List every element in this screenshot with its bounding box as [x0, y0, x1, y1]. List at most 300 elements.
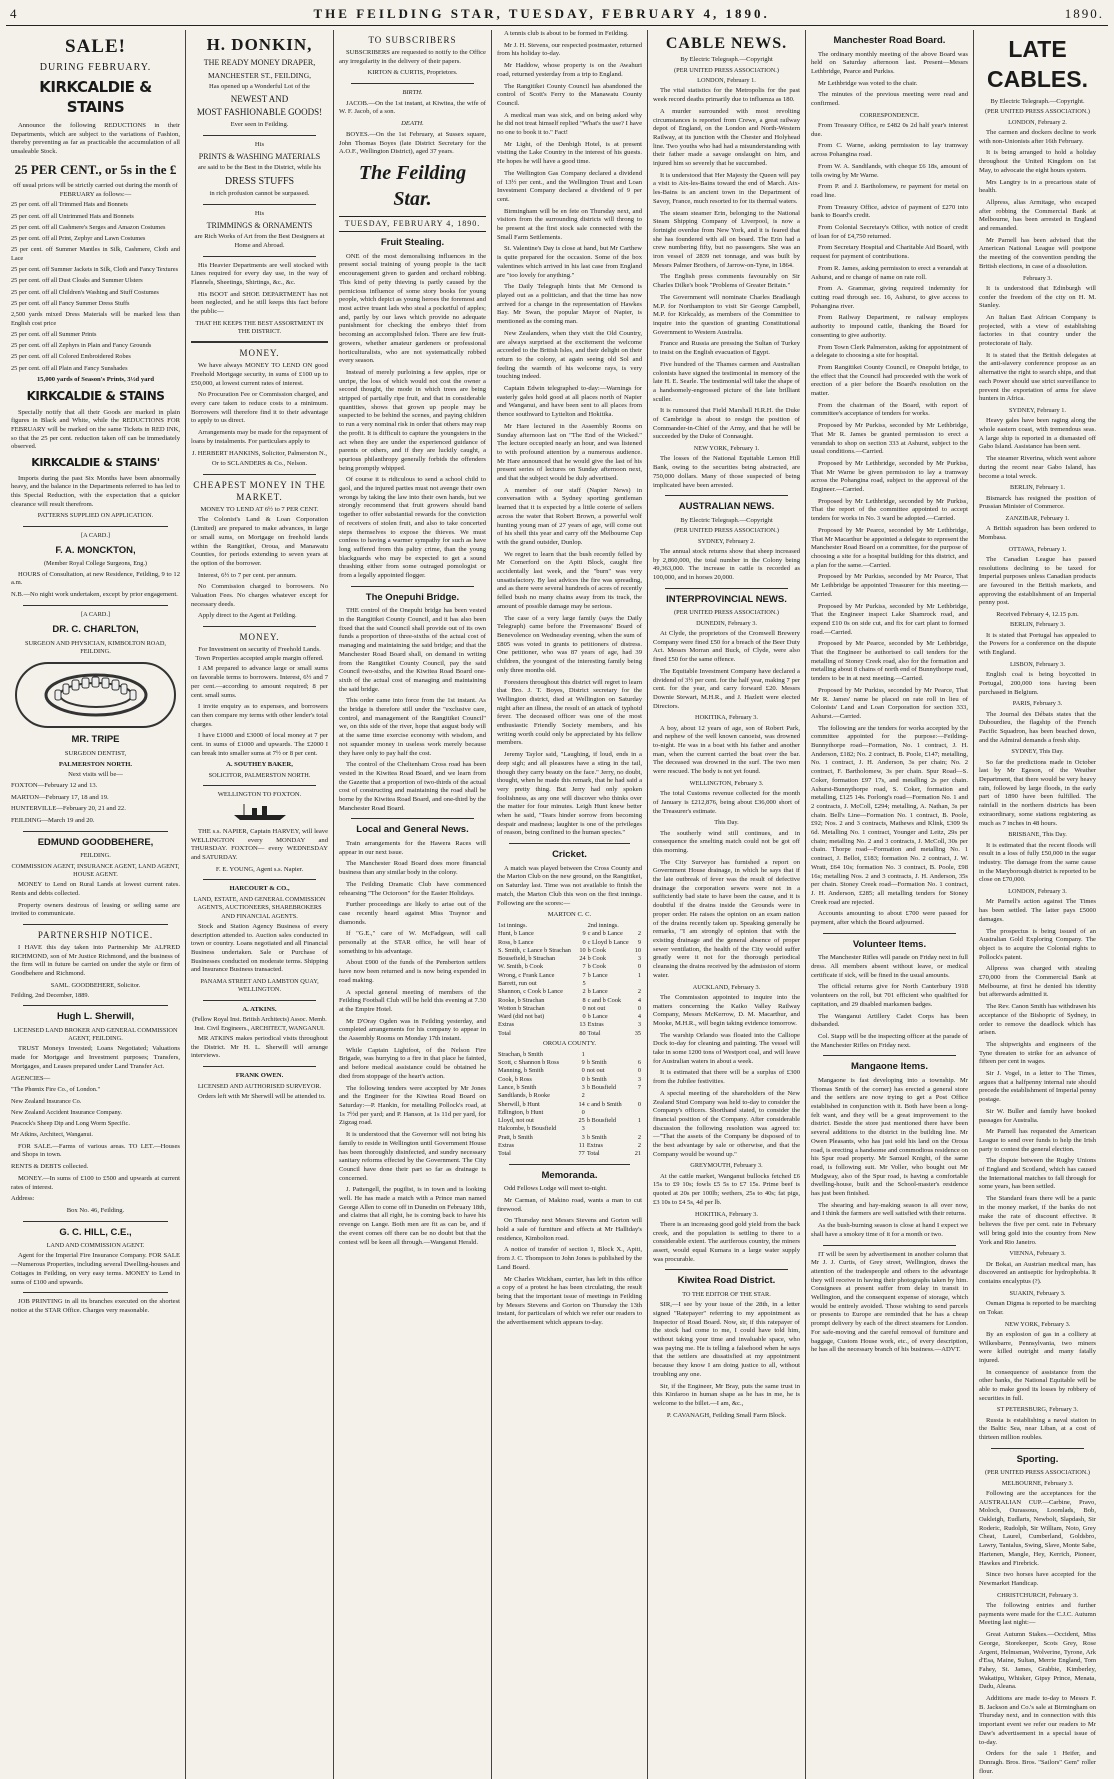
score-cell: 2: [581, 1092, 585, 1100]
agency-item: Mr Atkins, Architect, Wanganui.: [11, 1131, 93, 1139]
memoranda-5: Mr Charles Wickham, currier, has left in this office a copy of a protest he has been circulating, the result being that the important issue of meetings in Feilding by Messrs Stevens and Gorton on Thursday the 13th instant, for particulars of which we refer our readers to the advertisement which appears to-day.: [497, 1275, 642, 1327]
fruit-stealing-p1: ONE of the most demoralising influences in the present social training of young people is the tacit encouragement given to garden and orchard robbing. This kind of petty thieving is partly caused by the pernicious influence of some story books for young people, which depict as young heroes the foremost and most active truant lads who steal a pocketful of apples; and, partly by our laws which provide no adequate punishment for checking the embryo thief from becoming an accomplished felon. There are few fruit-growers, whether amateur gardeners or professional horticulturalists, who are not systematically robbed every season.: [339, 252, 486, 365]
special-notice: Specially notify that all their Goods are marked in plain figures in Black and White, while the REDUCTIONS FOR FEBRUARY will be marked on the same Tickets in RED INK, so that the 25 per cent. reduction taken off can be immediately observed.: [11, 408, 180, 451]
cable-dateline: LONDON, February 2.: [1008, 118, 1067, 126]
cable-item: The Canadian League has passed resolutions declining to be taxed for Imperial purposes unless Canadian products are favoured in the British markets, and approving the establishment of an Imperial penny post.: [979, 555, 1096, 607]
goodbehere-property: Property owners desirous of leasing or selling same are invited to communicate.: [11, 901, 180, 918]
agency-item: New Zealand Accident Insurance Company.: [11, 1108, 122, 1116]
cable-item-8: Five hundred of the Thames carmen and Australian colonists have signed the testimonial in memory of the late H. E. Searle. The testimonial will take the shape of a handsomely-engrossed picture of the late brilliant sculler.: [653, 360, 800, 403]
cable-item: It is understood that Edinburgh will confer the freedom of the city on H. M. Stanley.: [979, 284, 1096, 310]
score-total-row: [497, 1150, 642, 1158]
owen-body: Orders left with Mr Sherwill will be attended to.: [198, 1093, 326, 1101]
mangaone-3: As the bush-burning season is close at hand I expect we shall have a smokey time of it for a month or two.: [811, 1222, 968, 1238]
score-row: [497, 1109, 642, 1117]
score-cell: b Cook: [587, 955, 606, 963]
news-item-15: We regret to learn that the bush recently felled by Mr Comerford on the Apiti Block, caught fire accidentally last week, and the "burn" was very unsatisfactory. By last advices the fire was spreading, and as there were several hundreds of acres of recently felled bush no many chains away from its track, the amount of possible damage may be serious.: [497, 550, 642, 610]
sale-headline: SALE!: [65, 36, 126, 57]
cable-dateline: SYDNEY, February 1.: [1009, 407, 1066, 414]
sherwill-name: Hugh L. Sherwill,: [56, 1011, 135, 1023]
sale-item: 25 per cent. off all Children's Washing and Stuff Costumes: [11, 288, 159, 296]
volunteer-heading: Volunteer Items.: [852, 938, 927, 950]
dentist-name: MR. TRIPE: [71, 734, 120, 746]
australian-dateline: SYDNEY, February 2.: [698, 537, 755, 545]
dentist-visit: FEILDING—March 19 and 20.: [11, 817, 95, 825]
dental-plate-illustration: [15, 662, 176, 728]
money-heading: MONEY.: [239, 348, 280, 359]
cricket-scorecard-2: [497, 1051, 642, 1159]
score-cell: 0: [582, 938, 586, 946]
card-name-1: F. A. MONCKTON,: [55, 544, 136, 556]
column-3: [334, 30, 492, 1779]
score-cell: Total: [587, 1029, 601, 1037]
owen-name: FRANK OWEN.: [235, 1072, 284, 1080]
score-cell: Barrett, run out: [498, 980, 537, 987]
score-cell: 77: [578, 1150, 585, 1158]
donkin-his-1: His: [254, 141, 265, 149]
cable-dateline: SUAKIN, February 3.: [1009, 1289, 1066, 1297]
sale-item: 25 per cent. off all Colored Embroidered Robes: [11, 353, 131, 361]
news-item-18: Jeremy Taylor said, "Laughing, if loud, ends in a deep sigh; and all pleasures have a sting in the tail, though they carry beauty on the face." Jerry, no doubt, thought, when he made this remark, that he had said a very pretty thing. But Jerry had only spoken foolishness, as any one will discover who thinks over the matter for four minutes. Leigh Hunt knew better when he said, "Tears hinder sorrow from becoming despair and madness; laughter is one of the privileges of reason, being confined to the human species.": [497, 751, 642, 837]
cable-item: Russia is establishing a naval station in the Baltic Sea, near Liban, at a cost of thirteen million roubles.: [979, 1416, 1096, 1442]
sale-item: 25 per cent. off all Print, Zephyr and Lawn Costumes: [11, 235, 146, 243]
board-report-paragraph: From Railway Department, re railway employes authority to impound cattle, thanking the Board for consenting to give authority.: [811, 314, 968, 339]
firm-name-3: KIRKCALDIE & STAINS': [31, 456, 160, 470]
cable-item: The carmen and dockers decline to work with non-Unionists after 16th February.: [979, 129, 1096, 145]
cable-item: It is being arranged to hold a holiday throughout the United Kingdom on 1st May, to advocate the eight hours system.: [979, 149, 1096, 174]
score-cell: Pratt, b Smith: [498, 1133, 533, 1141]
score-cell: b Smith: [586, 1133, 607, 1141]
card-body-1: HOURS of Consultation, at new Residence, Feilding, 9 to 12 a.m.: [11, 570, 180, 587]
sclanders-name: Or to SCLANDERS & Co., Nelson.: [211, 460, 308, 468]
score-cell: Wotton b Strachan: [498, 1004, 545, 1012]
score-cell: Total: [498, 1150, 511, 1158]
money-enquiry: I invite enquiry as to expenses, and borrowers can then compare my terms with other lender's total charges.: [191, 703, 328, 728]
score-row: [497, 1067, 642, 1075]
paper-title: The Feilding Star.: [358, 161, 467, 211]
score-cell: Manning, b Smith: [498, 1067, 544, 1075]
score-cell: 13: [579, 1021, 586, 1029]
interprovincial-heading: INTERPROVINCIAL NEWS.: [666, 593, 787, 605]
board-report-paragraph: The following are the tenders for works accepted by the committee appointed for the purpose:—Feilding-Bunnythorpe road—Formation, No. 1 contract, J. H. Anderson, £182; No. 2 contract, B. Poole, £147; metalling, No. 1 contract, J. H. Anderson, 3s per chain; No. 2 contract, F. Bartholomew, 3s per chain. Spur Road—S. Coker, formation £97 17s, and metalling 2s per chain. Ashurst-Bunnythorpe road, S. Coker, formation and metalling, £125 14s. Forlong's road—Formation No. 1 and 2 contracts, J. McColl, £294; metalling, A. Nathan, 3s per chain. Bell's Line—Formation No. 1 contract, B. Poole, £92; Nos. 2 and 3 contracts, Mathews and Klink, £309 9s 6d. Metalling No. 1 contract, Younger and Leitz, 29s per chain; metalling No. 2 and 3 contracts, J. McColl, 30s per chain. Thorpe road—Formation and metalling No. 1 contract, J. Bellot, £183; formation No. 2 contract, J. W. Wratt, £64 10s; formation No. 3 contract, B. Poole, £98 16s; metalling Nos. 2 and 3 contracts, J. H. Anderson, 35s per chain. Stoney Creek road—Formation No. 1 contract, J. H. Anderson, £285; all metalling tenders for Stoney Creek road are rejected.: [811, 724, 968, 906]
donkin-name: H. DONKIN,: [206, 35, 313, 54]
australian-item-1: The annual stock returns show that sheep increased by 2,860,000, the total number in the Colony being 49,363,000. The increase in cattle is recorded as 100,000, and in horses 20,000.: [653, 548, 800, 582]
paper-date: TUESDAY, FEBRUARY 4, 1890.: [339, 216, 486, 233]
sherwill-sub: LICENSED LAND BROKER AND GENERAL COMMISSION AGENT, FEILDING.: [13, 1026, 178, 1043]
onepuhi-p3: The control of the Cheltenham Cross road has been vested in the Kiwitea Road Board, and we learn from the Gazette that a proportion of two-thirds of the actual cost of constructing and maintaining the road shall be borne by the Kiwitea Road Board, and one-third by the Manchester Road Board.: [339, 761, 486, 812]
score-cell: 3: [637, 1021, 641, 1029]
donkin-goods: MOST FASHIONABLE GOODS!: [196, 107, 323, 118]
money-commission: No Procuration Fee or Commission charged, and every care taken to reduce costs to a minimum. Borrowers will therefore find it to their advantage to apply to us direct.: [191, 391, 328, 425]
late-cables-byline: By Electric Telegraph.—Copyright.: [990, 97, 1085, 105]
score-cell: [586, 1109, 632, 1117]
score-cell: 0: [581, 1075, 585, 1083]
cable-news-heading: CABLE NEWS.: [665, 35, 788, 52]
page-number: 4: [10, 6, 19, 21]
cable-item-4: The steam steamer Erin, belonging to the National Steam Shipping Company of Liverpool, is now a fortnight overdue from New York, and it is feared that she has foundered with all on board. The Erin had a crew numbering fifty, but no passengers. She was an iron vessel of 2839 net tonnage, and was built by Messrs Palmer Brothers, of Jarrow-on-Tyne, in 1864.: [653, 209, 800, 269]
sherwill-agency-list: [11, 1086, 180, 1139]
score-cell: Extras: [586, 1142, 603, 1150]
sporting-association: (PER UNITED PRESS ASSOCIATION.): [985, 1469, 1090, 1477]
memoranda-4: A notice of transfer of section 1, Block X., Apiti, from J. C. Thompson to John Jones is published by the Land Board.: [497, 1246, 642, 1271]
kiwitea-signature: P. CAVANAGH, Feilding Small Farm Block.: [666, 1411, 787, 1419]
cable-dateline-2: NEW YORK, February 1.: [693, 445, 760, 453]
cable-item: The Journal des Débats states that the Dubourdieu, the flagship of the French Pacific Squadron, has been beached down, and the Admiral demands a fresh ship.: [979, 710, 1096, 744]
cable-dateline: February 3.: [1022, 274, 1053, 282]
patterns-note: PATTERNS SUPPLIED ON APPLICATION.: [37, 512, 154, 520]
sporting-dateline-2: CHRISTCHURCH, February 3.: [997, 1591, 1078, 1599]
score-cell: b Bousfield: [586, 1117, 617, 1125]
kiwitea-heading: Kiwitea Road District.: [677, 1275, 776, 1287]
death-notice: BOYES.—On the 1st February, at Sussex square, John Thomas Boyes (late District Secretary for the A.O.F., Wellington District), aged 37 years.: [339, 130, 486, 156]
hankins-name: J. HERBERT HANKINS, Solicitor, Palmerston N.,: [191, 449, 328, 457]
cable-dateline: BRISBANE, This Day.: [1008, 831, 1067, 839]
interprovincial-item-12: There is an increasing good gold yield from the back creek, and the population is settling to there to a considerable extent. The auriferous country, the miners assert, would equal Kumara in a large water supply was procurable.: [653, 1220, 800, 1263]
score-cell: Bousefield, b Strachan: [498, 955, 556, 963]
cable-dateline: NEW YORK, February 3.: [1004, 1320, 1071, 1328]
cable-dateline: LONDON, February 3.: [1008, 888, 1067, 896]
score-row: [497, 1051, 642, 1059]
donkin-profusion: in rich profusion cannot be surpassed.: [209, 190, 310, 198]
score-cell: not out: [586, 1067, 605, 1075]
news-item-5: A medical man was sick, and on being asked why he did not treat himself replied "What's the use? I have no one to book it to." Fact!: [497, 111, 642, 137]
birth-notice: JACOB.—On the 1st instant, at Kiwitea, the wife of W. F. Jacob, of a son.: [339, 99, 486, 116]
score-cell: 4: [637, 1013, 641, 1021]
news-item-1: A tennis club is about to be formed in Feilding.: [504, 30, 629, 37]
cable-item: A British squadron has been ordered to Mombasa.: [979, 525, 1096, 541]
board-report-paragraph: The minutes of the previous meeting were read and confirmed.: [811, 91, 968, 108]
local-news-11: It is understood that the Governor will not bring his family to reside in Wellington until Government House has been thoroughly disinfected, and sundry necessary sanitary reforms effected by the Government. The City Council have done their part so far as drainage is concerned.: [339, 1131, 486, 1182]
score-cell: Lloyd, not out: [498, 1117, 534, 1125]
donkin-heavier: His Heavier Departments are well stocked with Lines required for every day use, in the way of Flannels, Sheetings, Shirtings, &c., &c.: [191, 261, 328, 286]
score-cell: 2nd innings.: [587, 921, 619, 929]
cable-item: Sir J. Vogel, in a letter to The Times, argues that a halfpenny internal rate should precede the establishment of Imperial penny postage.: [979, 1070, 1096, 1104]
money-local: I have £1000 and £3000 of local money at 7 per cent. in sums of £1000 and upwards. The £2000 I can break into smaller sums at 7½ or 8 per cent.: [191, 732, 328, 757]
onepuhi-p2: This order came into force from the 1st instant. As the bridge is therefore still under the "exclusive care, control, and management of the Rangitikei Council" we, on this side of the river, hope that august body will at the same time exercise economy with wisdom, and not squander money in useless work merely because they have only to pay half the cost.: [339, 697, 486, 757]
score-cell: Lance, b Smith: [498, 1083, 537, 1091]
score-cell: 0: [637, 963, 641, 971]
cable-dateline: Received February 4, 12.15 p.m.: [996, 611, 1079, 619]
news-item-8: Birmingham will be en fete on Thursday next, and visitors from the surrounding districts will throng to be present at the first stock sale connected with the Small Farm Settlements.: [497, 207, 642, 241]
score-cell: 2: [582, 988, 586, 996]
cable-item: English coal is being boycotted in Portugal, 200,000 tons having been purchased in Belgium.: [979, 671, 1096, 696]
cable-dateline: PARIS, February 3.: [1012, 700, 1063, 708]
cable-item-10: The losses of the National Equitable Lemon Hill Bank, owing to the securities being abstracted, are 750,000 dollars. Many of those suspected of being implicated have been arrested.: [653, 455, 800, 489]
masthead-year: 1890.: [1064, 6, 1104, 21]
cable-dateline: ZANZIBAR, February 1.: [1005, 514, 1070, 522]
goodbehere-roles: COMMISSION AGENT, INSURANCE AGENT, LAND AGENT, HOUSE AGENT.: [11, 862, 180, 878]
baker-name: A. SOUTHEY BAKER,: [226, 761, 293, 769]
score-row: [497, 955, 642, 963]
cheapest-money-heading: CHEAPEST MONEY IN THE MARKET.: [193, 479, 326, 502]
score-cell: Total: [586, 1150, 600, 1158]
money-heading-2: MONEY.: [239, 632, 280, 643]
score-cell: b Lance: [587, 1013, 608, 1021]
cable-item: It is stated that the British delegates at the anti-slavery conference propose as an alternative the right to search ships, and that each Power should use strict surveillance to prevent the exportation of arms for slave hunters in Africa.: [979, 351, 1096, 403]
cricket-team-2: OROUA COUNTY.: [543, 1040, 596, 1048]
money-body: We have always MONEY TO LEND ON good Freehold Mortgage security, in sums of £100 up to £50,000, at lowest current rates of interest.: [191, 362, 328, 387]
cable-item-2: A murder surrounded with most revolting circumstances is reported from Crewe, a great railway depot of England, on the London and North-Western Railway, at its junction with the Chester and Holyhead line. Two youths who had had a misunderstanding with their father made a savage onslaught on him, and injured him so severely that he succumbed.: [653, 107, 800, 168]
score-cell: [632, 1092, 642, 1100]
score-cell: 9: [581, 1059, 585, 1067]
cable-item: Mr Parnell has been advised that the American National League will postpone the meeting of the convention pending the British elections, in case of a dissolution.: [979, 236, 1096, 270]
score-cell: Wrong, c Frank Lance: [498, 971, 555, 979]
column-1: [6, 30, 186, 1779]
score-cell: Cook, b Ross: [498, 1075, 532, 1083]
cable-item: Osman Digma is reported to be marching on Tokar.: [979, 1300, 1096, 1316]
mangaone-1: Mangaone is fast developing into a township. Mr Thomas Smith of the corner) has erected a general store and the settlers are now trying to get a Post Office established in conjunction with it. Both have been a long-felt want, and they will be a great improvement to the district. Beside the store just mentioned there have been several additions to the district in the building line. Mr Owen Pleasants, who has just sold his land on the Oroua road, is erecting a handsome and commodious residence on his Spur road property. Mr Samuel Knight, of the same road, is following suit. Mr Voller, who bought out Mr Mudgway, also of the Spur road, is having a comfortable dwelling-house, built and the School-master's residence has just been finished.: [811, 1076, 968, 1198]
cable-news-byline: By Electric Telegraph.—Copyright: [680, 56, 773, 64]
board-report-paragraph: Accounts amounting to about £700 were passed for payment, after which the Board adjourned.: [811, 910, 968, 927]
score-cell: 3: [637, 1075, 641, 1083]
sale-item: 25 per cent. off all Fancy Summer Dress Stuffs: [11, 299, 130, 307]
mangaone-2: The shearing and hay-making season is all over now, and I think the farmers are well satisfied with their returns.: [811, 1201, 968, 1218]
firm-name: KIRKCALDIE & STAINS: [39, 78, 152, 117]
score-cell: 0: [637, 1004, 641, 1012]
atkins-sub: (Fellow Royal Inst. British Architects) Assoc. Memb. Inst. Civil Engineers., ARCHITECT, WANGANUI.: [192, 1016, 327, 1032]
memoranda-2: Mr Carman, of Makino road, wants a man to cut firewood.: [497, 1196, 642, 1213]
late-cables-association: (PER UNITED PRESS ASSOCIATION.): [985, 108, 1090, 116]
score-cell: [586, 1092, 632, 1100]
score-cell: 6: [637, 1059, 641, 1067]
sale-intro: Announce the following REDUCTIONS in their Departments, which are subject to the variations of Fashion, thereby preventing as far as practicable the accumulation of all unsaleable Stock.: [11, 121, 180, 155]
donkin-prints: PRINTS & WASHING MATERIALS: [198, 151, 321, 161]
hill-name: G. C. HILL, C.E.,: [59, 1226, 132, 1238]
donkin-best: are said to be the Best in the District, while his: [197, 164, 322, 172]
sporting-dateline-1: MELBOURNE, February 3.: [1001, 1479, 1074, 1487]
interprovincial-item-11: At the cattle market, Wanganui bullocks fetched £6 15s to £9 10s; fowls £5 5s to £7 15s. Prime beef is quoted at 20s per 100lb; wethers, 25s to 40s; fat pigs, £3 10s to £4 5s, 4d per lb.: [653, 1172, 800, 1206]
prints-offer: 15,000 yards of Season's Prints, 3½d yard: [36, 375, 155, 383]
volunteer-1: The Manchester Rifles will parade on Friday next in full dress. All members absent without leave, or medical certificate if sick, will be fined in the usual amounts.: [811, 954, 968, 979]
cable-item: Mr Parnell's action against The Times has been settled. The latter pays £5000 damages.: [979, 898, 1096, 923]
kiwitea-letter-2: Sir, if the Engineer, Mr Bray, puts the same trust in this Kinfaroo in human shape as he has in me, he is welcome to the billet.—I am, &c.,: [653, 1382, 800, 1407]
news-item-2: Mr J. H. Stevens, our respected postmaster, returned from his holiday to-day.: [497, 41, 642, 58]
board-report-paragraph: From C. Warne, asking permission to lay tramway across Pohangina road.: [811, 142, 968, 159]
interprovincial-item-9: It is estimated that there will be a surplus of £300 from the Jubilee festivities.: [653, 1069, 800, 1086]
partnership-signature: SAML. GOODBEHERE, Solicitor.: [50, 981, 141, 989]
partnership-title: PARTNERSHIP NOTICE.: [37, 930, 154, 940]
news-item-14: A member of our staff (Napier News) in conversation with a Sydney sporting gentleman learned that it is expected by a little coterie of sellers across the water that Robert Brown, a powerful wolf hunting young man of 27 years of age, will come out of his shell this year and carry off the Melbourne Cup with the grand outsider, Dunlop.: [497, 486, 642, 546]
score-cell: 1: [637, 1117, 641, 1125]
harcourt-name: HARCOURT & CO.,: [229, 885, 290, 893]
score-cell: 1: [637, 971, 641, 979]
score-cell: 0: [582, 1004, 586, 1012]
score-cell: 0: [581, 1067, 585, 1075]
sale-item: 25 per cent. off Summer Mantles in Silk, Cashmere, Cloth and Lace: [11, 246, 180, 262]
local-news-1: Train arrangements for the Hawera Races will appear in our next issue.: [339, 840, 486, 856]
score-cell: c Lloyd b Lance: [587, 938, 629, 946]
cable-dateline: BERLIN, February 1.: [1010, 484, 1065, 492]
cable-dateline: VIENNA, February 3.: [1009, 1250, 1066, 1258]
card-sub-2: SURGEON AND PHYSICIAN, KIMBOLTON ROAD, FEILDING.: [25, 639, 166, 656]
firm-name-2: KIRKCALDIE & STAINS: [26, 388, 165, 403]
score-row: [497, 972, 642, 980]
cheapest-money-sub: MONEY TO LEND AT 6½ to 7 PER CENT.: [200, 505, 319, 513]
sporting-4: Great Autumn Stakes.—Occident, Miss George, Storekeeper, Scots Grey, Rose Argent, Helmsman, Wolverine, Tyrone, Ark d'Esa, Maine, Sultan, Merrie England, Tom Fahey, St. James, Grabbie, Kimberley, Wakatipu, Whisker, Gipsy Prince, Menata, Dadu, Aleana.: [979, 1631, 1096, 1691]
score-row: [497, 1013, 642, 1021]
sherwill-money: MONEY.—In sums of £100 to £500 and upwards at current rates of interest.: [11, 1174, 180, 1191]
harcourt-body: Stock and Station Agency Business of every description attended to. Auction sales conducted in town or country. Loans negotiated and all Financial Business undertaken. Sale or Purchase of Businesses conducted on moderate terms. Shipping and Insurance Business transacted.: [191, 922, 328, 974]
cable-dateline-1: LONDON, February 1.: [697, 77, 756, 85]
card-name-2: DR. C. CHARLTON,: [52, 624, 139, 636]
score-cell: 7: [582, 963, 586, 971]
score-cell: 25: [578, 1117, 585, 1125]
score-cell: 2: [637, 1142, 641, 1150]
score-cell: Ross, b Lance: [498, 938, 534, 946]
score-cell: 10: [579, 946, 586, 954]
cable-item: The prospectus is being issued of an Australian Gold Exploring Company. The object is to acquire the Colonial rights to Pollock's patent.: [979, 927, 1096, 961]
local-news-heading: Local and General News.: [356, 824, 469, 836]
interprovincial-item-6: The City Surveyor has furnished a report on Government House drainage, in which he says that if the late outbreak of fever was the result of defective drainage the corporation sewers were not in a sufficiently bad state to have been the cause, and it is doubtful if the drains inside the Grounds were in proper order. He raises the opinion on an exam nation of the drains recently taken up. Speaking generally he remarks, "I am strongly of opinion that with the existing drainage and the general absence of proper sewer ventilation, the health of the City would suffer greatly were it not for the thorough periodical cleansing the drains received by the admission of storm water.: [653, 858, 800, 979]
score-row: [497, 1005, 642, 1013]
board-report-paragraph: Proposed by Mr Lethbridge, seconded by Mr Purkiss, That the report of the committee appointed to accept tenders for works in No. 3 ward be adopted.—Carried.: [811, 497, 968, 523]
news-item-17: Foresters throughout this district will regret to learn that Bro. J. T. Boyes, District secretary for the Wellington district, died at Wellington on Saturday night after an illness, the result of an attack of typhoid fever. The deceased officer was one of the most enthusiastic Friendly Society members, and his writing worth could only be appreciated by his fellow members.: [497, 678, 642, 747]
interprovincial-dateline-5: AUCKLAND, February 3.: [692, 983, 761, 991]
score-cell: W. Smith, b Cook: [498, 963, 544, 971]
local-news-6: About £900 of the funds of the Pemberton settlers have now been returned and is now being expended in road making.: [339, 959, 486, 984]
score-cell: [586, 1125, 632, 1133]
local-news-8: Mr D'Oray Ogden was in Feilding yesterday, and completed arrangements for his company to appear in the Assembly Rooms on Monday 17th instant.: [339, 1017, 486, 1043]
volunteer-4: Col. Stapp will be the inspecting officer at the parade of the Manchester Rifles on Friday next.: [811, 1032, 968, 1049]
cable-dateline: SYDNEY, This Day.: [1011, 748, 1064, 756]
atkins-body: MR ATKINS makes periodical visits throughout the District. Mr H. L. Sherwill will arrange interviews.: [191, 1035, 328, 1060]
card-label-1: [A CARD.]: [80, 531, 111, 539]
kiwitea-to-editor: TO THE EDITOR OF THE STAR.: [682, 1290, 771, 1298]
ship-body: THE s.s. NAPIER, Captain HARVEY, will leave WELLINGTON every MONDAY and THURSDAY. FOXTON— every WEDNESDAY and SATURDAY.: [191, 827, 328, 861]
news-item-13: Mr Hare lectured in the Assembly Rooms on Sunday afternoon last on "The End of the Wicked." The lecture occupied nearly an hour, and was listened to with profound attention by a numerous audience. Mr Hare announced that he would give the last of his present series of lectures on Sunday afternoon next, and that the subject would be duly advertised.: [497, 422, 642, 483]
score-cell: Ward (did not bat): [498, 1013, 545, 1021]
card-sub-1: (Member Royal College Surgeons, Eng.): [43, 560, 148, 568]
money-repayment: Arrangements may be made for the repayment of loans by instalments. For particulars apply to: [191, 429, 328, 445]
columns: [6, 30, 1108, 1775]
score-row: [497, 1125, 642, 1133]
score-cell: 2: [637, 988, 641, 996]
mangaone-heading: Mangaone Items.: [850, 1061, 929, 1073]
score-cell: b Cook: [587, 946, 606, 954]
local-news-9: While Captain Lightfoot, of the Nelson Fire Brigade, was hurrying to a fire in that place he fainted, and before medical assistance could be obtained he died from stoppage of the heart's action.: [339, 1046, 486, 1080]
interprovincial-dateline-1: DUNEDIN, February 3.: [696, 619, 757, 627]
score-header-row: [497, 922, 642, 930]
harcourt-sub: LAND, ESTATE, AND GENERAL COMMISSION AGENTS, AUCTIONEERS, SHAREBROKERS AND FINANCIAL AGENTS.: [193, 896, 326, 920]
score-cell: Shannon, c Cook b Lance: [498, 988, 563, 996]
score-cell: [632, 1125, 642, 1133]
sale-item: 25 per cent. off all Dust Cloaks and Summer Ulsters: [11, 277, 143, 285]
board-report-paragraph: Proposed by Mr Purkiss, seconded by Mr Lethbridge, That the Engineer inspect Lake Shamrock road, and expend £10 0s on side cut, and fix for cart plant to formed road.—Carried.: [811, 602, 968, 636]
score-cell: c and b Lance: [587, 930, 623, 938]
curtis-advertisement: IT will be seen by advertisement in another column that Mr J. J. Curtis, of Grey street, Wellington, draws the attention of the tradespeople and others to the advantage they will receive in having their photographs taken by him. Consignees at present suffer from delay in transit in Wellington, and the consequent expense of storage, which would be entirely avoided. Those wishing to send parcels or presents to Europe are reminded that he has a cheap prompt delivery by each of the direct steamers for London. For safe-moving and the careful removal of furniture and baggage, Custom House work, etc., of every description, he has all the necessary branch of his business.—ADVT.: [811, 1250, 968, 1354]
agency-item: New Zealand Insurance Co.: [11, 1097, 82, 1105]
score-cell: 24: [579, 955, 586, 963]
score-cell: 3: [581, 1133, 585, 1141]
score-cell: Edlington, b Hunt: [498, 1108, 544, 1116]
atkins-name: A. ATKINS.: [242, 1005, 277, 1013]
score-cell: [632, 1051, 642, 1059]
score-cell: b Smith: [586, 1059, 607, 1067]
card-nb-1: N.B.—No night work undertaken, except by prior engagement.: [11, 591, 178, 599]
score-cell: 10: [634, 946, 641, 954]
correspondence-label: CORRESPONDENCE.: [859, 111, 920, 119]
partnership-body: I HAVE this day taken into Partnership Mr ALFRED RICHMOND, son of Mr Justice Richmond, and the business of the firm will in future be carried on under the style or firm of Goodbehere and Richmond.: [11, 943, 180, 977]
local-news-5: If "G.E.," care of W. McFadgean, will call personally at the STAR office, he will hear of something to his advantage.: [339, 930, 486, 955]
score-cell: b Bousfield: [586, 1083, 617, 1091]
sale-item: 25 per cent. off all Summer Prints: [11, 330, 97, 338]
cable-item: An Italian East African Company is projected, with a view of establishing factories in that country under the protectorate of Italy.: [979, 313, 1096, 348]
cable-item: Bismarck has resigned the position of Prussian Minister of Commerce.: [979, 494, 1096, 511]
sherwill-agencies: AGENCIES—: [11, 1074, 51, 1082]
subscribers-body: SUBSCRIBERS are requested to notify to the Office any irregularity in the delivery of their papers.: [339, 48, 486, 65]
donkin-seen: Ever seen in Feilding.: [230, 121, 289, 129]
score-cell: Strachan, b Smith: [498, 1050, 543, 1058]
board-report-paragraph: Proposed by Mr Purkiss, seconded by Mr Lethbridge, That Mr R. James be granted permission to erect a verandah to shop on section 333 at Ashurst, subject to the usual conditions.—Carried.: [811, 422, 968, 456]
interprovincial-dateline-2: HOKITIKA, February 3.: [695, 714, 758, 722]
cable-dateline: LISBON, February 3.: [1010, 660, 1065, 668]
money-body-3: I AM prepared to advance large or small sums on favorable terms to borrowers. Interest, 6½ and 7 per cent.—according to amount required; 8 per cent. small sums.: [191, 665, 328, 699]
sale-item: 25 per cent. off Summer Jackets in Silk, Cloth and Fancy Textures: [11, 266, 179, 274]
score-row: [497, 930, 642, 938]
sporting-5: Additions are made to-day to Messrs F. B. Jackson and Co.'s sale at Birmingham on Thursday next, and in connection with this important event we refer our readers to Mr Daw's advertisement in a special issue of to-day.: [979, 1695, 1096, 1746]
score-cell: Extras: [498, 1142, 515, 1150]
cable-item: It is estimated that the recent floods will result in a loss of fully £50,000 in the sugar industry. The damage from the same cause in the Maryborough district is reported to be close on £70,000.: [979, 841, 1097, 884]
interprovincial-dateline-6: GREYMOUTH, February 3.: [690, 1162, 763, 1170]
score-cell: 3: [581, 1125, 585, 1133]
cable-item: Mr Parnell has requested the American League to send over funds to help the Irish party to contest the general election.: [979, 1128, 1096, 1153]
late-cables-list: [979, 119, 1096, 1443]
board-report-paragraph: From Treasury Office, re £482 0s 2d half year's interest due.: [811, 122, 968, 138]
sporting-6: Orders for the sale 1 Heifer, and Dunragh. Bros. Bros. "Sailors" Gem" roller flour.: [979, 1750, 1096, 1775]
score-cell: [578, 922, 587, 930]
score-cell: 8: [582, 996, 586, 1004]
dentist-visit: MARTON—February 17, 18 and 19.: [11, 793, 109, 801]
donkin-dress: DRESS STUFFS: [224, 175, 295, 187]
cable-item-6: The Government will nominate Charles Bradlaugh M.P. for Northampton to visit Sir George Campbell, M.P. for Kirkcaldy, as members of the Committee to inquire into the question of granting Constitutional Government to Western Australia.: [653, 293, 800, 336]
cheapest-money-body: The Colonist's Land & Loan Corporation (Limited) are prepared to make advances, in large or small sums, on Mortgage on freehold lands within the Rangitikei, Oroua, and Manawatu Counties, for periods extending to seven years at the option of the borrower.: [191, 516, 328, 567]
score-cell: b Smith: [586, 1075, 607, 1083]
baker-sub: SOLICITOR, PALMERSTON NORTH.: [208, 772, 311, 780]
column-2: [186, 30, 334, 1779]
interprovincial-dateline-4: This Day.: [714, 819, 739, 827]
score-row: [497, 1059, 642, 1067]
board-report-paragraph: Proposed by Mr Lethbridge, seconded by Mr Purkiss, That Mr Warne be given permission to lay a tramway across the Pohangina road, subject to the approval of the Engineer.—Carried.: [811, 459, 968, 494]
donkin-trimmings: TRIMMINGS & ORNAMENTS: [206, 220, 313, 230]
score-cell: 3: [581, 1083, 585, 1091]
score-cell: 4: [637, 996, 641, 1004]
cable-dateline: OTTAWA, February 1.: [1008, 545, 1067, 553]
board-report-paragraph: From the chairman of the Board, with report of committee's acceptance of tenders for works.: [811, 401, 968, 418]
late-cables-heading: LATE CABLES.: [987, 36, 1088, 93]
score-cell: 0: [581, 1108, 585, 1116]
cable-item-5: The English press comments favourably on Sir Charles Dilke's book "Problems of Greater Britain.": [653, 273, 800, 290]
donkin-town: MANCHESTER ST., FEILDING,: [208, 70, 311, 80]
sale-item: 25 per cent. off all Cashmere's Serges and Amazon Costumes: [11, 223, 166, 231]
score-cell: 0: [637, 1067, 641, 1075]
australian-news-byline: By Electric Telegraph.—Copyright: [680, 516, 773, 524]
cable-item: It is stated that Portugal has appealed to the Powers for a conference on the dispute with England.: [979, 631, 1096, 657]
news-item-12: Captain Edwin telegraphed to-day:—Warnings for easterly gales hold good at all places north of Napier and Wanganui, and have been sent to all places from thence southward to Lyttelton and Hokitika.: [497, 385, 642, 419]
partnership-date: Feilding, 2nd December, 1889.: [11, 991, 90, 999]
interprovincial-item-1: At Clyde, the proprietors of the Cromwell Brewery Company were fined £50 for a breach of the Beer Duty Act. Messrs Morran and Buck, of Clyde, were also fined £50 for the same offence.: [653, 630, 800, 664]
score-cell: Halcombe, b Bousfield: [498, 1125, 557, 1133]
board-report-paragraph: Mr Lethbridge was voted to the chair.: [818, 79, 918, 87]
subscribers-signature: KIRTON & CURTIS, Proprietors.: [367, 69, 458, 77]
score-cell: 11: [578, 1142, 585, 1150]
score-total-row: [497, 1030, 642, 1038]
score-cell: Sandilands, b Rooke: [498, 1092, 550, 1100]
goodbehere-town: FEILDING.: [80, 852, 111, 860]
sherwill-sale: FOR SALE.—Farms of various areas. TO LET.—Houses and Shops in town.: [11, 1142, 180, 1159]
dentist-visits: Next visits will be—: [68, 771, 123, 779]
score-cell: not out: [587, 1004, 606, 1012]
board-report-paragraph: From Treasury Office, advice of payment of £270 into bank to Board's credit.: [811, 203, 968, 220]
donkin-best-assortment: THAT HE KEEPS THE BEST ASSORTMENT IN THE DISTRICT.: [195, 319, 324, 336]
